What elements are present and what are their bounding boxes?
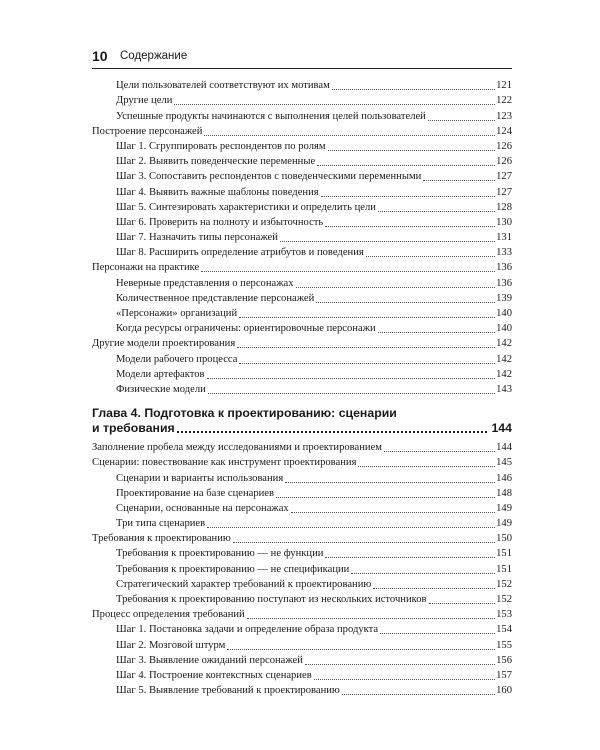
toc-entry-title: Шаг 5. Выявление требований к проектированию [116,685,340,697]
toc-entry-title: Шаг 4. Построение контекстных сценариев [116,669,312,681]
toc-entry-title: Количественное представление персонажей [116,292,315,304]
toc-entry-page: 133 [496,247,512,259]
toc-entry-title: Построение персонажей [92,125,203,137]
toc-entry-page: 150 [496,533,512,545]
toc-entry[interactable] [92,455,512,470]
toc-entry-page: 140 [496,308,512,319]
leader-dots [378,210,495,212]
toc-entry[interactable] [92,546,512,561]
toc-entry-page: 152 [496,578,512,590]
leader-dots [239,362,495,364]
toc-entry-title: Персонажи на практике [92,262,200,274]
toc-entry-page: 131 [496,232,512,244]
leader-dots [207,377,496,379]
toc-entry-title: Модели артефактов [116,368,205,380]
toc-entry[interactable] [92,622,512,637]
chapter-title-line1: Глава 4. Подготовка к проектированию: сценарии [92,405,397,420]
toc-entry-title: Сценарии: повествование как инструмент проектирования [92,457,357,469]
chapter-title-line2: и требования [92,420,175,435]
toc-entry[interactable] [92,470,512,485]
table-of-contents [92,78,512,698]
toc-entry[interactable] [92,668,512,683]
toc-entry-title: Цели пользователей соответствуют их мотивам [116,80,330,92]
toc-entry-page: 136 [496,277,512,289]
leader-dots [177,430,488,433]
toc-entry-page: 157 [496,669,512,681]
toc-entry[interactable] [92,291,512,306]
toc-entry-page: 142 [496,353,512,365]
toc-entry[interactable] [92,184,512,199]
leader-dots [358,465,495,467]
toc-entry[interactable] [92,683,512,698]
leader-dots [429,602,496,604]
leader-dots [305,663,495,665]
leader-dots [285,481,495,483]
leader-dots [321,195,495,197]
toc-entry-title: Сценарии, основанные на персонажах [116,502,289,514]
leader-dots [373,587,495,589]
toc-entry-page: 149 [496,518,512,530]
toc-entry-title: Шаг 4. Выявить важные шаблоны поведения [116,186,319,198]
page-number: 10 [92,48,108,64]
toc-entry[interactable] [92,275,512,290]
toc-entry-page: 136 [496,262,512,274]
toc-entry-page: 155 [496,639,512,651]
toc-entry-title: Требования к проектированию [92,533,231,545]
toc-entry[interactable] [92,169,512,184]
toc-entry-title: Когда ресурсы ограничены: ориентировочные персонажи [116,323,376,335]
toc-entry-page: 144 [496,442,512,454]
toc-entry-page: 121 [496,80,512,92]
toc-entry-page: 145 [496,457,512,469]
toc-entry[interactable] [92,561,512,576]
toc-entry-page: 148 [496,487,512,499]
toc-entry[interactable] [92,215,512,230]
toc-entry-page: 127 [496,186,512,198]
toc-entry[interactable] [92,260,512,275]
toc-entry-title: Шаг 2. Мозговой штурм [116,639,226,651]
toc-entry[interactable] [92,577,512,592]
toc-entry-title: Модели рабочего процесса [116,353,238,365]
leader-dots [280,240,495,242]
toc-entry[interactable] [92,351,512,366]
toc-entry[interactable] [92,367,512,382]
chapter-heading[interactable] [92,406,512,436]
toc-entry-title: Проектирование на базе сценариев [116,487,274,499]
toc-entry-page: 140 [496,323,512,335]
toc-entry-page: 126 [496,140,512,152]
toc-entry-page: 142 [496,338,512,350]
toc-entry-title: Требования к проектированию — не функции [116,548,324,560]
leader-dots [201,270,495,272]
toc-entry-page: 128 [496,201,512,213]
toc-entry[interactable] [92,382,512,397]
toc-entry[interactable] [92,501,512,516]
toc-entry-title: Шаг 2. Выявить поведенческие переменные [116,156,316,168]
toc-entry-page: 156 [496,654,512,666]
toc-entry[interactable] [92,230,512,245]
toc-entry[interactable] [92,653,512,668]
leader-dots [204,134,495,136]
toc-entry-page: 153 [496,609,512,621]
leader-dots [351,572,495,574]
toc-entry-title: Другие модели проектирования [92,338,236,350]
leader-dots [332,88,495,90]
leader-dots [325,556,495,558]
toc-entry-title: Стратегический характер требований к проектированию [116,578,372,590]
toc-entry-page: 123 [496,110,512,122]
toc-entry[interactable] [92,486,512,501]
toc-entry-title: Шаг 3. Выявление ожиданий персонажей [116,654,303,666]
toc-entry-title: Заполнение пробела между исследованиями и проектированием [92,442,382,454]
leader-dots [317,164,495,166]
leader-dots [384,450,495,452]
running-title: Содержание [120,50,188,62]
toc-entry[interactable] [92,124,512,139]
leader-dots [428,119,495,121]
leader-dots [366,255,495,257]
toc-entry[interactable] [92,531,512,546]
toc-entry[interactable] [92,592,512,607]
toc-entry[interactable] [92,336,512,351]
toc-entry-title: Сценарии и варианты использования [116,472,284,484]
leader-dots [207,526,495,528]
toc-entry-title: Шаг 6. Проверить на полноту и избыточность [116,216,324,228]
toc-entry-title: Требования к проектированию — не спецификации [116,563,350,575]
toc-entry[interactable] [92,139,512,154]
toc-entry-page: 160 [496,685,512,697]
leader-dots [227,648,495,650]
toc-section-bottom [92,440,512,698]
toc-entry-page: 152 [496,594,512,605]
toc-entry[interactable] [92,245,512,260]
toc-entry-title: Шаг 8. Расширить определение атрибутов и поведения [116,247,364,259]
toc-entry-page: 130 [496,216,512,228]
leader-dots [208,392,495,394]
toc-entry-title: Три типа сценариев [116,518,206,530]
toc-entry[interactable] [92,637,512,652]
toc-entry[interactable] [92,321,512,336]
chapter-page-number: 144 [491,420,512,435]
leader-dots [423,179,495,181]
toc-entry-page: 149 [496,502,512,514]
leader-dots [380,632,495,634]
toc-entry-title: Неверные представления о персонажах [116,277,294,289]
page-header [92,48,512,66]
toc-entry-page: 151 [496,548,512,560]
toc-entry-title: Физические модели [116,383,206,395]
leader-dots [291,511,495,513]
leader-dots [296,286,496,288]
toc-entry[interactable] [92,607,512,622]
toc-entry-page: 126 [496,156,512,168]
toc-entry[interactable] [92,93,512,108]
toc-entry[interactable] [92,154,512,169]
leader-dots [239,316,495,318]
toc-entry-page: 122 [496,95,512,107]
leader-dots [237,346,495,348]
leader-dots [314,678,495,680]
toc-entry[interactable] [92,306,512,321]
toc-entry-page: 127 [496,171,512,183]
toc-entry[interactable] [92,200,512,215]
toc-entry[interactable] [92,516,512,531]
toc-entry-page: 151 [496,563,512,575]
leader-dots [316,301,495,303]
toc-entry-title: Шаг 3. Сопоставить респондентов с поведенческими переменными [116,171,422,183]
toc-entry-page: 146 [496,472,512,484]
toc-entry-title: Другие цели [116,95,173,107]
toc-entry-title: Требования к проектированию поступают из нескольких источников [116,594,427,605]
toc-entry-page: 142 [496,368,512,380]
toc-entry[interactable] [92,108,512,123]
leader-dots [342,693,495,695]
toc-entry-title: Шаг 5. Синтезировать характеристики и определить цели [116,201,376,213]
leader-dots [276,496,495,498]
leader-dots [378,331,495,333]
leader-dots [328,149,496,151]
toc-entry-page: 139 [496,292,512,304]
toc-section-top [92,78,512,397]
toc-entry-title: Процесс определения требований [92,609,245,621]
toc-entry-title: «Персонажи» организаций [116,308,238,319]
toc-entry[interactable] [92,440,512,455]
toc-entry-title: Шаг 1. Сгруппировать респондентов по ролям [116,140,326,152]
leader-dots [174,103,495,105]
toc-entry-title: Шаг 7. Назначить типы персонажей [116,232,278,244]
header-rule [92,68,512,69]
toc-entry-page: 143 [496,383,512,395]
leader-dots [247,617,495,619]
toc-entry-title: Успешные продукты начинаются с выполнения целей пользователей [116,110,426,122]
toc-entry-page: 154 [496,624,512,636]
toc-entry-title: Шаг 1. Постановка задачи и определение образа продукта [116,624,379,636]
leader-dots [325,225,495,227]
leader-dots [233,541,495,543]
toc-entry-page: 124 [496,125,512,137]
toc-entry[interactable] [92,78,512,93]
